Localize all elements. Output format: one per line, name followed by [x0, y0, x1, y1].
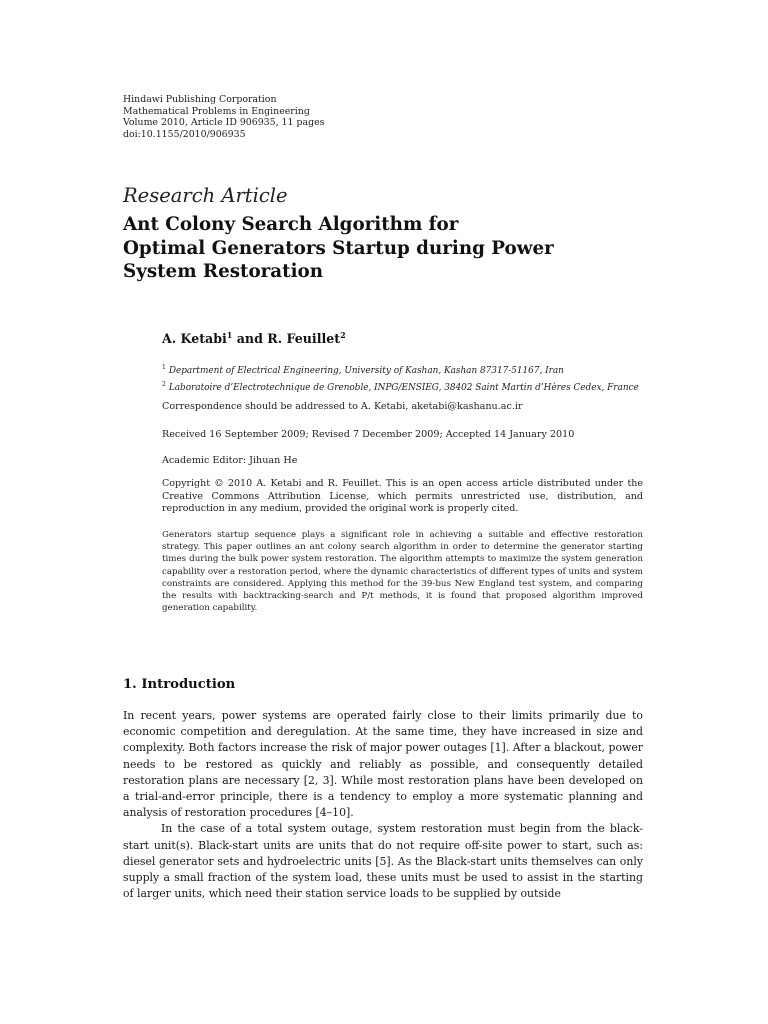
- title-line: Optimal Generators Startup during Power: [123, 237, 554, 259]
- author-affil-marker: 2: [340, 330, 346, 340]
- author-name: R. Feuillet: [267, 331, 341, 347]
- volume-line: Volume 2010, Article ID 906935, 11 pages: [123, 117, 325, 128]
- body-paragraph: In the case of a total system outage, system restoration must begin from the black-start unit(s). Black-start units are units that do not require off-site power to start, such as: diesel generator sets and hydroelectric units [5]. As the Black-start units themselves can only supply a small fraction of the system load, these units must be used to assist in the starting of larger units, which need their station service loads to be supplied by outside: [123, 822, 643, 901]
- affiliation-item: [162, 378, 662, 395]
- correspondence: [162, 401, 523, 412]
- affiliation-text: Department of Electrical Engineering, University of Kashan, Kashan 87317-51167, Iran: [168, 365, 564, 376]
- title-line: Ant Colony Search Algorithm for: [123, 214, 459, 235]
- article-type: Research Article: [123, 184, 288, 207]
- affiliation-item: [162, 361, 662, 378]
- affiliation-text: Laboratoire d’Electrotechnique de Grenoble, INPG/ENSIEG, 38402 Saint Martin d’Hères Cedex, France: [168, 382, 639, 393]
- academic-editor: Academic Editor: Jihuan He: [162, 455, 298, 466]
- affiliation-number: 2: [162, 380, 166, 388]
- copyright-notice: Copyright © 2010 A. Ketabi and R. Feuillet. This is an open access article distributed under the Creative Commons Attribution License, which permits unrestricted use, distribution, and reproduction in any medium, provided the original work is properly cited.: [162, 478, 643, 515]
- author-affil-marker: 1: [226, 330, 233, 340]
- section-heading: 1. Introduction: [123, 677, 236, 692]
- title-line: System Restoration: [123, 261, 324, 283]
- affiliation-number: 1: [162, 364, 166, 371]
- correspondence-text: Correspondence should be addressed to A. Ketabi,: [162, 401, 412, 412]
- publisher-line: Hindawi Publishing Corporation: [123, 94, 277, 105]
- author-connector: and: [232, 331, 268, 347]
- received-dates: Received 16 September 2009; Revised 7 December 2009; Accepted 14 January 2010: [162, 429, 575, 440]
- paper-title: [123, 213, 643, 284]
- abstract: Generators startup sequence plays a significant role in achieving a suitable and effective restoration strategy. This paper outlines an ant colony search algorithm in order to determine the generator starting times during the bulk power system restoration. The algorithm attempts to maximize the system generation capability over a restoration period, where the dynamic characteristics of different types of units and system constraints are considered. Applying this method for the 39-bus New England test system, and comparing the results with backtracking-search and P/t methods, it is found that proposed algorithm improved generation capability.: [162, 530, 643, 614]
- section-body: [123, 708, 643, 902]
- body-paragraph: In recent years, power systems are operated fairly close to their limits primarily due to economic competition and deregulation. At the same time, they have increased in size and complexity. Both factors increase the risk of major power outages [1]. After a blackout, power needs to be restored as quickly and reliably as possible, and consequently detailed restoration plans are necessary [2, 3]. While most restoration plans have been developed on a trial-and-error principle, there is a tendency to employ a more systematic planning and analysis of restoration procedures [4–10].: [123, 709, 643, 820]
- author-name: A. Ketabi: [162, 331, 227, 347]
- doi-line: doi:10.1155/2010/906935: [123, 128, 246, 140]
- correspondence-email[interactable]: aketabi@kashanu.ac.ir: [411, 401, 523, 412]
- affiliations: [162, 361, 662, 395]
- journal-header: [123, 94, 324, 140]
- author-list: [162, 330, 346, 346]
- journal-line: Mathematical Problems in Engineering: [123, 105, 310, 117]
